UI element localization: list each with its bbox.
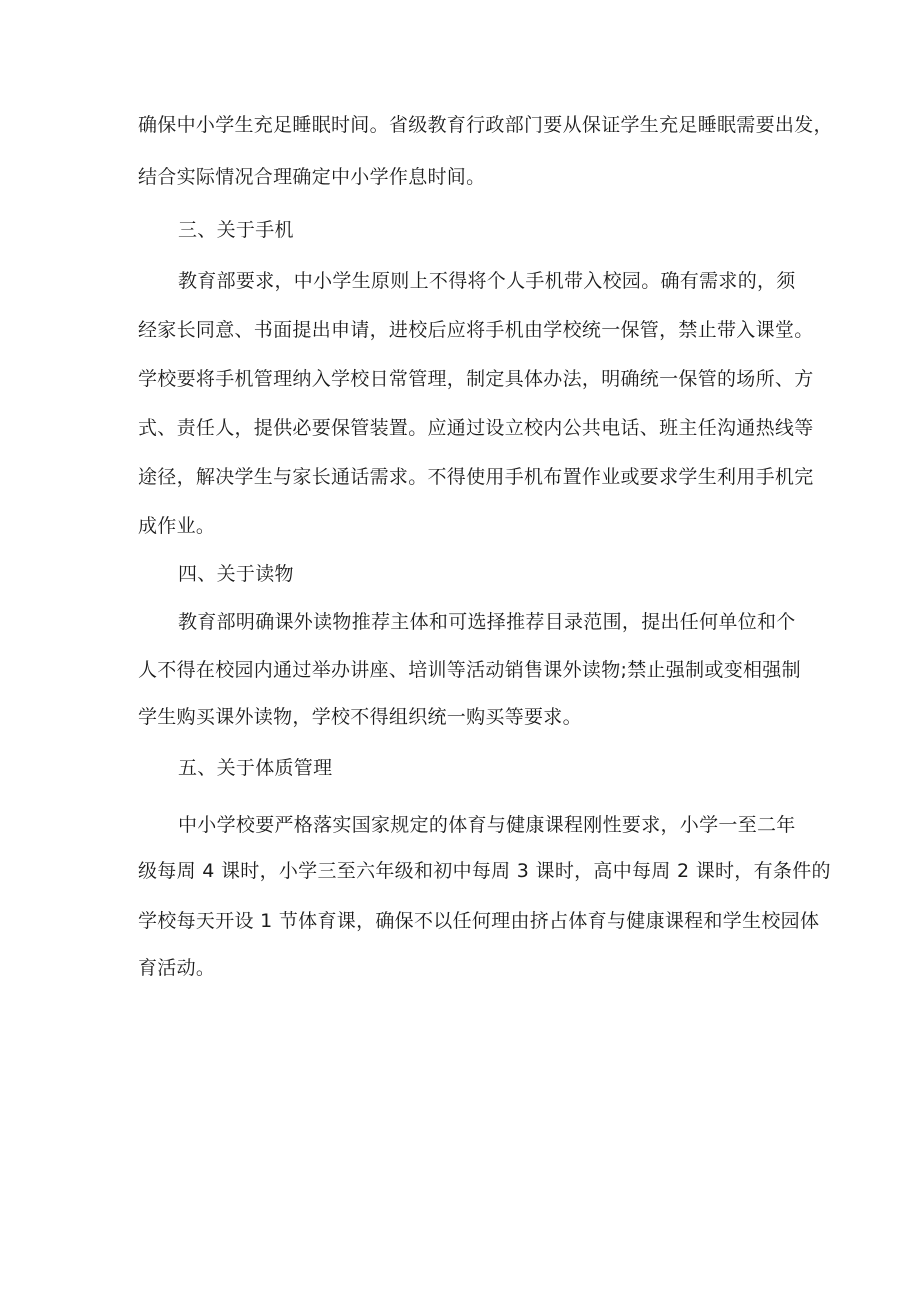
- paragraph-line: 学生购买课外读物，学校不得组织统一购买等要求。: [138, 706, 582, 728]
- paragraph-line: 经家长同意、书面提出申请，进校后应将手机由学校统一保管，禁止带入课堂。: [138, 319, 814, 341]
- paragraph-line: 人不得在校园内通过举办讲座、培训等活动销售课外读物;禁止强制或变相强制: [138, 659, 801, 681]
- paragraph-line: 途径，解决学生与家长通话需求。不得使用手机布置作业或要求学生利用手机完: [138, 466, 814, 488]
- paragraph-line: 学校每天开设 1 节体育课，确保不以任何理由挤占体育与健康课程和学生校园体: [138, 910, 820, 932]
- paragraph-line: 成作业。: [138, 515, 216, 537]
- paragraph-line: 级每周 4 课时，小学三至六年级和初中每周 3 课时，高中每周 2 课时，有条件的: [138, 860, 831, 882]
- paragraph-line: 教育部要求，中小学生原则上不得将个人手机带入校园。确有需求的，须: [178, 270, 796, 292]
- paragraph-line: 育活动。: [138, 957, 216, 979]
- paragraph-line: 结合实际情况合理确定中小学作息时间。: [138, 166, 486, 188]
- paragraph-line: 学校要将手机管理纳入学校日常管理，制定具体办法，明确统一保管的场所、方: [138, 368, 814, 390]
- paragraph-line: 教育部明确课外读物推荐主体和可选择推荐目录范围，提出任何单位和个: [178, 611, 796, 633]
- paragraph-line: 确保中小学生充足睡眠时间。省级教育行政部门要从保证学生充足睡眠需要出发，: [138, 114, 833, 136]
- paragraph-line: 中小学校要严格落实国家规定的体育与健康课程刚性要求，小学一至二年: [178, 814, 796, 836]
- section-heading-readings: 四、关于读物: [178, 563, 294, 585]
- paragraph-line: 式、责任人，提供必要保管装置。应通过设立校内公共电话、班主任沟通热线等: [138, 417, 814, 439]
- section-heading-phones: 三、关于手机: [178, 219, 294, 241]
- section-heading-physical: 五、关于体质管理: [178, 757, 333, 779]
